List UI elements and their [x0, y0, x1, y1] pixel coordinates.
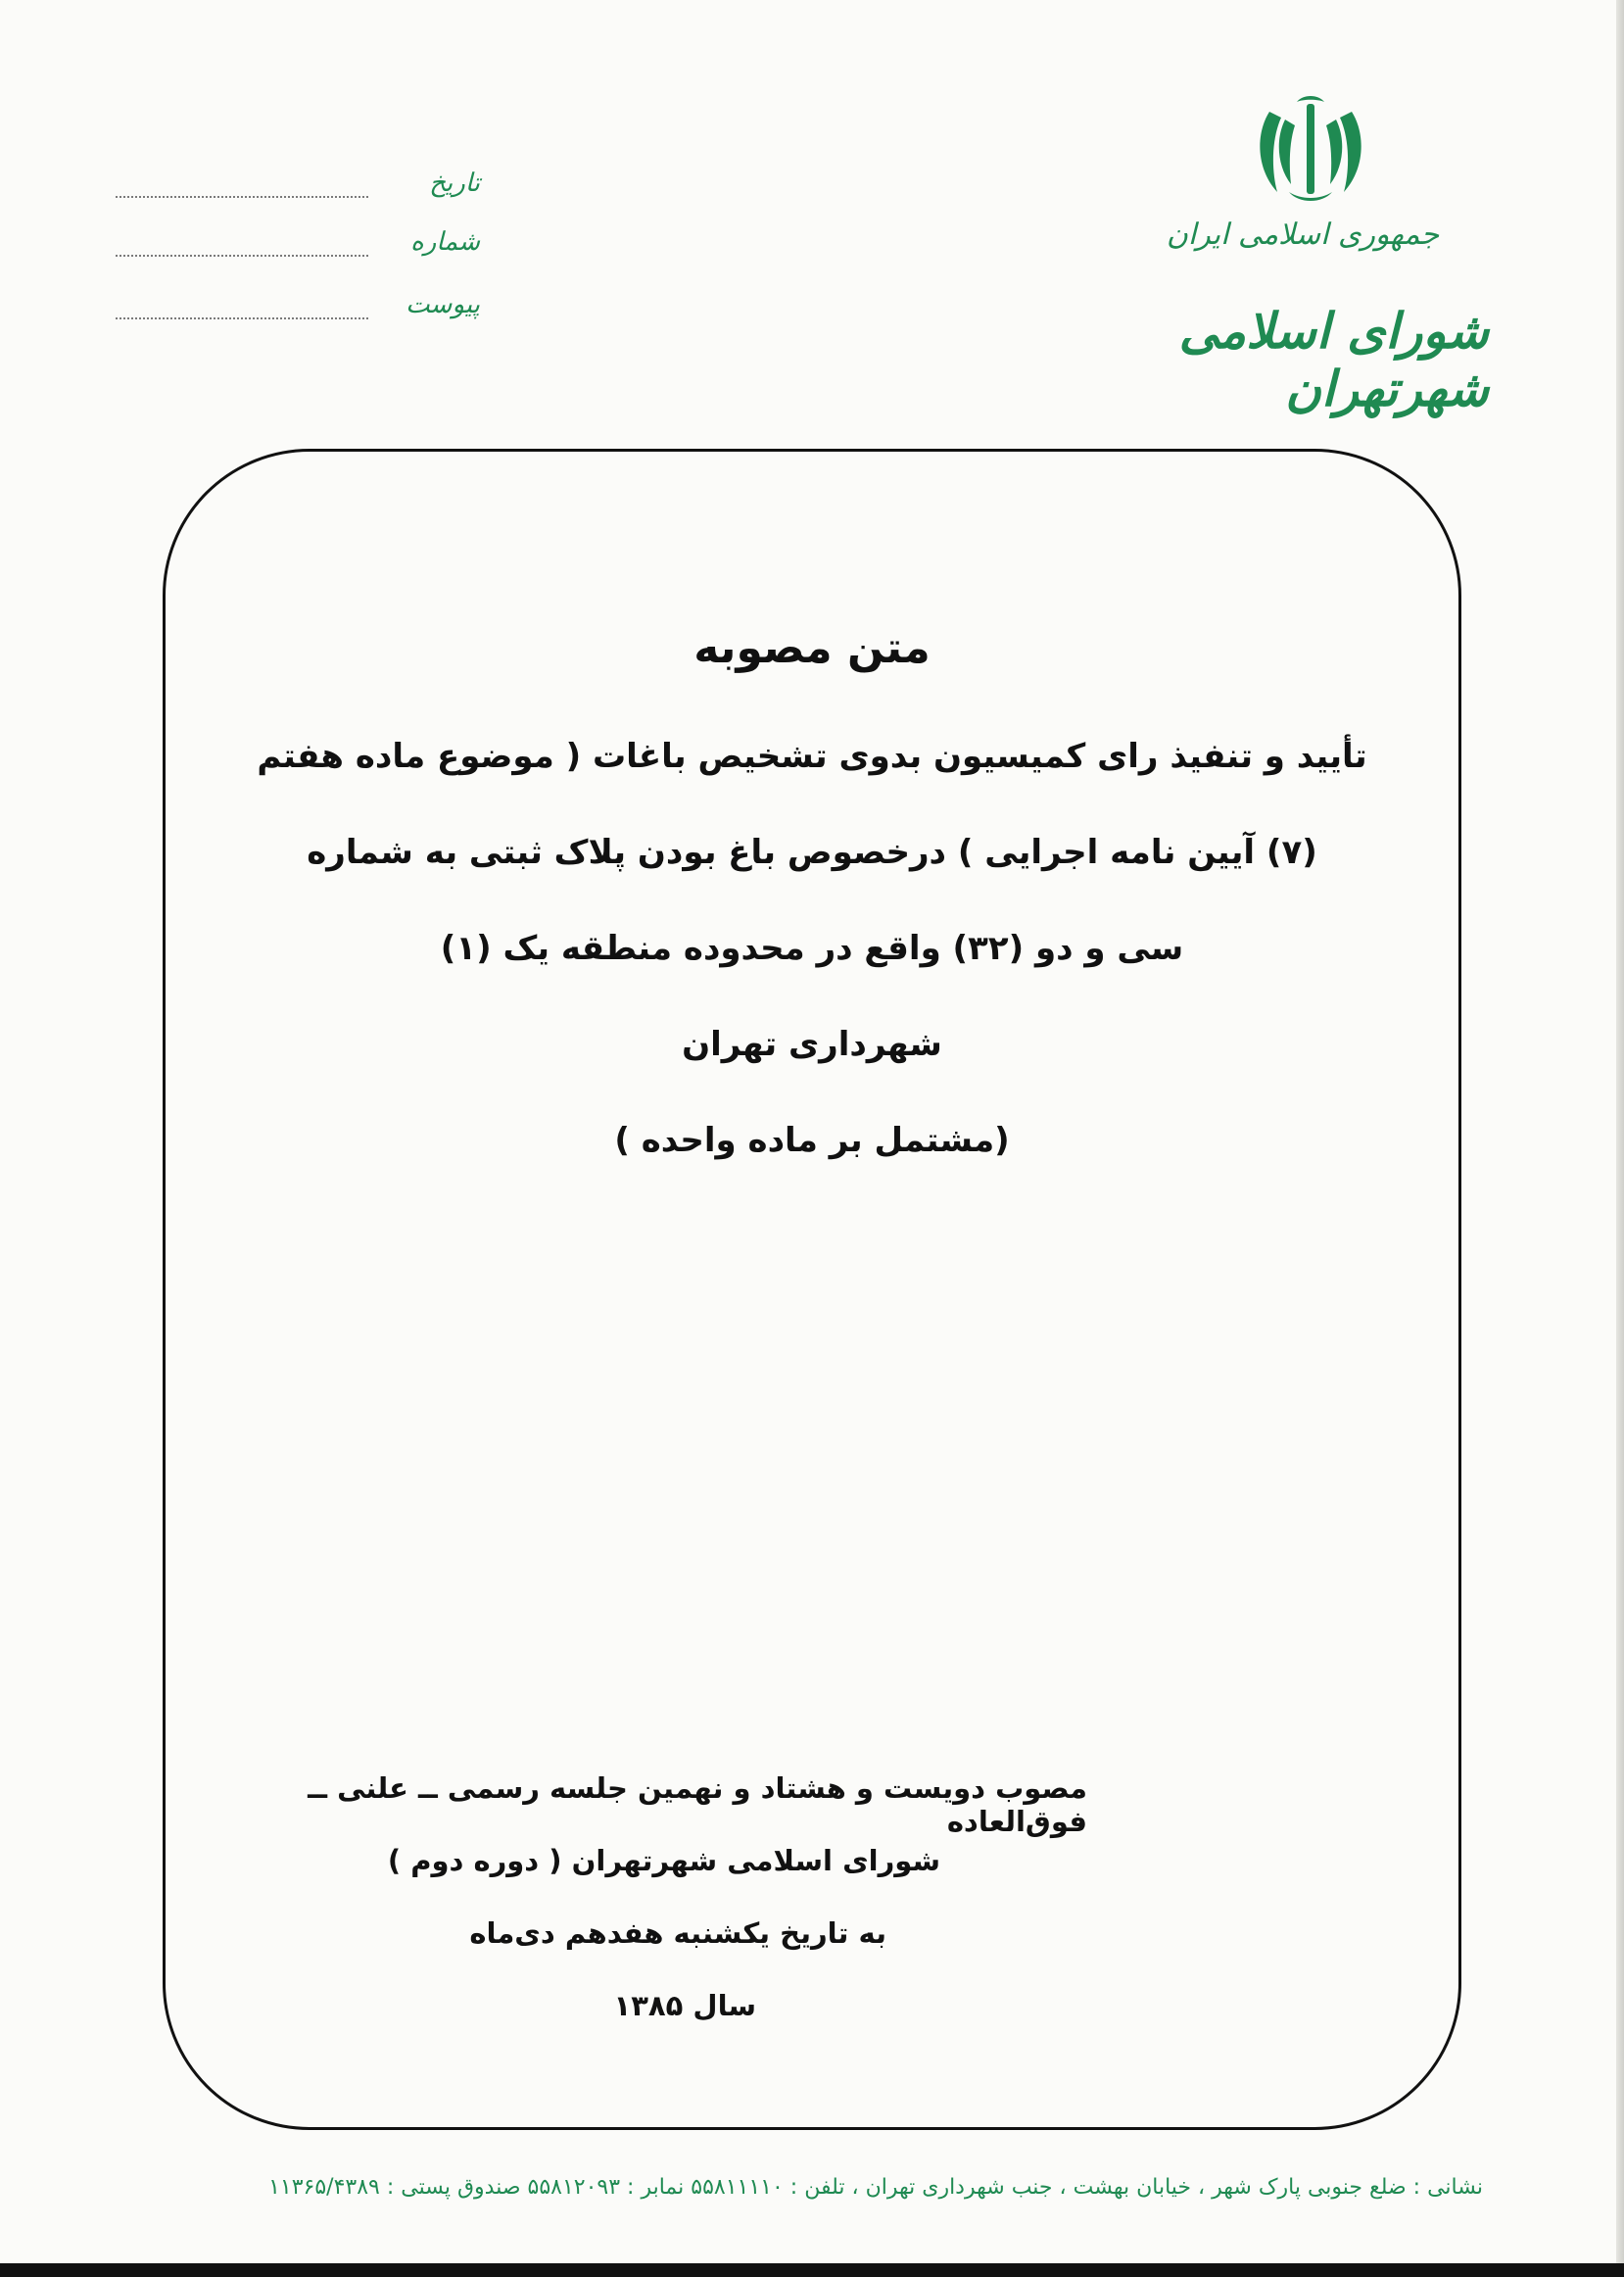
number-label: شماره	[410, 227, 480, 257]
subject-line: سی و دو (۳۲) واقع در محدوده منطقه یک (۱)	[440, 929, 1184, 968]
approval-block	[264, 1771, 1087, 2061]
subject-line: (۷) آیین نامه اجرایی ) درخصوص باغ بودن پلاک ثبتی به شماره	[307, 833, 1317, 872]
council-name: شورای اسلامی شهرتهران	[1178, 302, 1489, 417]
number-field	[116, 227, 480, 266]
number-field-line	[116, 255, 368, 257]
page-edge	[1616, 0, 1624, 2277]
approval-session: مصوب دویست و هشتاد و نهمین جلسه رسمی ــ علنی ــ فوق‌العاده	[308, 1771, 1087, 1838]
document-subject	[163, 737, 1461, 1217]
attachment-label: پیوست	[406, 290, 480, 319]
scan-edge	[0, 2263, 1624, 2277]
attachment-field-line	[116, 317, 368, 319]
attachment-field	[116, 290, 480, 329]
republic-name: جمهوری اسلامی ایران	[1166, 218, 1440, 252]
date-field	[116, 169, 480, 208]
subject-line: شهرداری تهران	[682, 1025, 942, 1064]
document-title: متن مصوبه	[693, 623, 931, 673]
approval-year: سال ۱۳۸۵	[613, 1989, 756, 2022]
approval-date: به تاریخ یکشنبه هفدهم دی‌ماه	[469, 1916, 886, 1950]
iran-emblem-icon	[1252, 90, 1369, 208]
approval-council: شورای اسلامی شهرتهران ( دوره دوم )	[387, 1844, 940, 1877]
subject-line: (مشتمل بر ماده واحده )	[614, 1121, 1010, 1160]
date-field-line	[116, 196, 368, 198]
subject-line: تأیید و تنفیذ رای کمیسیون بدوی تشخیص باغات ( موضوع ماده هفتم	[257, 737, 1367, 776]
footer-address: نشانی : ضلع جنوبی پارک شهر ، خیابان بهشت ، جنب شهرداری تهران ، تلفن : ۵۵۸۱۱۱۱۰ نمابر : ۵۵۸۱۲۰۹۳ صندوق پستی : ۱۱۳۶۵/۴۳۸۹	[268, 2175, 1483, 2200]
date-label: تاریخ	[429, 169, 480, 198]
